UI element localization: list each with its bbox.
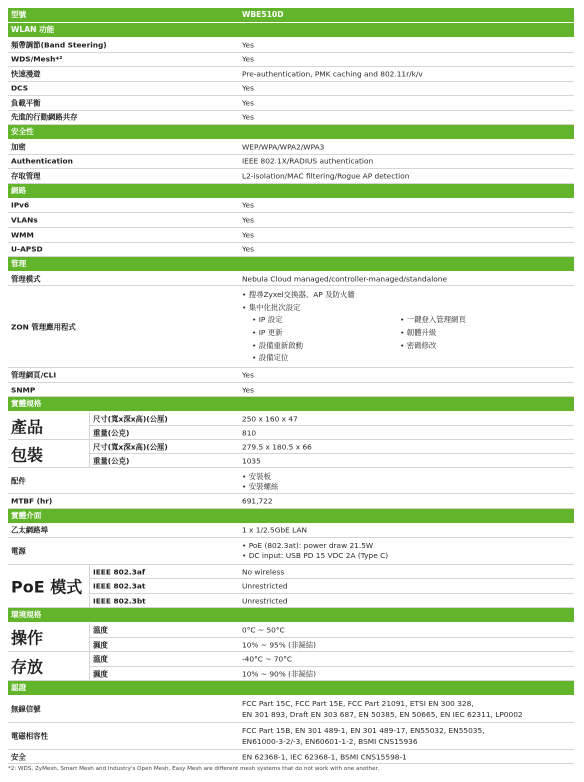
section-title: 實體規格 bbox=[11, 399, 42, 409]
section-header bbox=[8, 8, 574, 22]
spec-sub-row bbox=[89, 667, 574, 682]
spec-value-line: • 一鍵登入管理網頁 bbox=[400, 315, 466, 325]
spec-row bbox=[8, 368, 574, 383]
spec-label: 加密 bbox=[11, 142, 26, 152]
spec-value: 0°C ~ 50°C bbox=[242, 625, 285, 635]
spec-value: 279.5 x 180.5 x 66 bbox=[242, 442, 312, 452]
spec-row bbox=[8, 494, 574, 509]
spec-row bbox=[8, 750, 574, 764]
spec-value-line: • 韌體升級 bbox=[400, 328, 437, 338]
spec-value: Yes bbox=[242, 112, 254, 122]
spec-row bbox=[8, 228, 574, 243]
sub-label: 重量(公克) bbox=[93, 456, 130, 466]
spec-row bbox=[8, 169, 574, 184]
spec-row bbox=[8, 53, 574, 68]
spec-value-line: • DC input: USB PD 15 VDC 2A (Type C) bbox=[242, 551, 389, 561]
spec-value-line: • 集中化批次設定 bbox=[242, 302, 301, 312]
section-title: 網路 bbox=[11, 185, 27, 195]
spec-value-line: FCC Part 15C, FCC Part 15E, FCC Part 21091, ETSI EN 300 328, bbox=[242, 699, 474, 709]
spec-value: Yes bbox=[242, 370, 254, 380]
spec-label: U-APSD bbox=[11, 244, 43, 254]
section-title: 安全性 bbox=[11, 127, 34, 136]
spec-value-line: • PoE (802.3at): power draw 21.5W bbox=[242, 540, 374, 550]
spec-label: 安全 bbox=[11, 752, 26, 762]
spec-sub-row bbox=[89, 412, 574, 426]
spec-row bbox=[8, 38, 574, 53]
spec-label: 負載平衡 bbox=[11, 98, 41, 108]
spec-value-line: • 設備定位 bbox=[252, 353, 289, 363]
section-header bbox=[8, 257, 574, 271]
group-label-cell bbox=[8, 623, 89, 652]
spec-label: DCS bbox=[11, 83, 29, 93]
spec-value: 1035 bbox=[242, 456, 261, 466]
sub-label: IEEE 802.3at bbox=[93, 581, 146, 591]
spec-row bbox=[8, 538, 574, 565]
spec-sub-row bbox=[89, 652, 574, 667]
group-label: PoE 模式 bbox=[11, 577, 83, 597]
spec-label: IPv6 bbox=[11, 200, 30, 210]
spec-sub-row bbox=[89, 440, 574, 454]
spec-value-line: • 搜尋Zyxel交換器、AP 及防火牆 bbox=[242, 290, 355, 300]
section-header bbox=[8, 125, 574, 139]
spec-value: 810 bbox=[242, 428, 257, 438]
spec-row bbox=[8, 213, 574, 228]
spec-label: MTBF (hr) bbox=[11, 496, 53, 506]
spec-label: 管理網頁/CLI bbox=[11, 370, 57, 380]
spec-value-line: • IP 更新 bbox=[252, 328, 283, 338]
section-header bbox=[8, 184, 574, 198]
spec-label: 先進的行動網路共存 bbox=[11, 112, 78, 122]
spec-sub-row bbox=[89, 594, 574, 609]
section-title: 認證 bbox=[11, 683, 27, 693]
section-header bbox=[8, 397, 574, 411]
spec-value: Yes bbox=[242, 83, 254, 93]
spec-value: 250 x 160 x 47 bbox=[242, 414, 298, 424]
spec-sub-row bbox=[89, 579, 574, 594]
sub-label: 濕度 bbox=[93, 640, 108, 650]
group-label-cell bbox=[8, 412, 89, 440]
section-title: 環境規格 bbox=[11, 610, 42, 620]
spec-value: 691,722 bbox=[242, 496, 273, 506]
spec-label: WMM bbox=[11, 230, 34, 240]
spec-label: 快速漫遊 bbox=[11, 69, 41, 79]
spec-value: Yes bbox=[242, 54, 254, 64]
section-header bbox=[8, 681, 574, 695]
spec-label: 頻帶調節(Band Steering) bbox=[11, 40, 107, 50]
spec-value-line: EN61000-3-2/-3, EN60601-1-2, BSMI CNS15936 bbox=[242, 736, 418, 746]
group-label: 包裝 bbox=[11, 445, 44, 465]
footnote: *2: WDS, ZyMesh, Smart Mesh and Industry's Open Mesh, Easy Mesh are different mesh systems that do not work with one another. bbox=[8, 766, 380, 772]
spec-row bbox=[8, 696, 574, 723]
spec-value: Unrestricted bbox=[242, 581, 288, 591]
spec-sub-row bbox=[89, 623, 574, 638]
spec-label: 電源 bbox=[11, 546, 26, 556]
spec-row bbox=[8, 723, 574, 750]
spec-value-line: • 設備重新啟動 bbox=[252, 340, 304, 350]
spec-value: 1 x 1/2.5GbE LAN bbox=[242, 525, 308, 535]
spec-row bbox=[8, 140, 574, 155]
spec-value: EN 62368-1, IEC 62368-1, BSMI CNS15598-1 bbox=[242, 752, 407, 762]
section-title: WLAN 功能 bbox=[11, 25, 55, 34]
group-label: 存放 bbox=[11, 657, 44, 677]
sub-label: IEEE 802.3af bbox=[93, 567, 146, 577]
sub-label: IEEE 802.3bt bbox=[93, 596, 146, 606]
spec-row bbox=[8, 524, 574, 538]
spec-value: IEEE 802.1X/RADIUS authentication bbox=[242, 156, 374, 166]
spec-value: -40°C ~ 70°C bbox=[242, 654, 293, 664]
group-label-cell bbox=[8, 565, 89, 609]
spec-value: No wireless bbox=[242, 567, 285, 577]
spec-label: 無線信號 bbox=[11, 704, 41, 714]
spec-row bbox=[8, 67, 574, 82]
spec-row bbox=[8, 383, 574, 398]
spec-value-line: • 安裝螺絲 bbox=[242, 482, 279, 492]
spec-value: Yes bbox=[242, 200, 254, 210]
sub-label: 尺寸(寬x深x高)(公厘) bbox=[93, 414, 168, 424]
spec-row bbox=[8, 286, 574, 368]
sub-label: 尺寸(寬x深x高)(公厘) bbox=[93, 442, 168, 452]
section-header bbox=[8, 23, 574, 37]
section-header bbox=[8, 608, 574, 622]
section-title: 實體介面 bbox=[11, 510, 42, 520]
spec-value: 10% ~ 95% (非凝結) bbox=[242, 640, 317, 650]
sub-label: 溫度 bbox=[93, 625, 108, 635]
spec-value-line: • 安裝板 bbox=[242, 471, 271, 481]
spec-row bbox=[8, 111, 574, 126]
spec-sub-row bbox=[89, 454, 574, 468]
spec-sub-row bbox=[89, 426, 574, 440]
spec-sub-row bbox=[89, 565, 574, 580]
spec-label: 管理模式 bbox=[11, 274, 41, 284]
spec-value: WEP/WPA/WPA2/WPA3 bbox=[242, 142, 325, 152]
spec-label: WDS/Mesh*² bbox=[11, 54, 63, 64]
group-label-cell bbox=[8, 440, 89, 468]
spec-value: Yes bbox=[242, 230, 254, 240]
section-header bbox=[8, 509, 574, 523]
spec-label: 乙太網路埠 bbox=[11, 525, 48, 535]
spec-row bbox=[8, 468, 574, 494]
spec-value-line: • 密碼修改 bbox=[400, 341, 437, 351]
spec-value: Unrestricted bbox=[242, 596, 288, 606]
spec-value-line: • IP 設定 bbox=[252, 315, 283, 325]
spec-value: Yes bbox=[242, 40, 254, 50]
spec-label: 配件 bbox=[11, 476, 26, 486]
spec-value-line: EN 301 893, Draft EN 303 687, EN 50385, EN 50665, EN IEC 62311, LP0002 bbox=[242, 709, 523, 719]
spec-row bbox=[8, 155, 574, 170]
section-title: 管理 bbox=[11, 259, 27, 269]
spec-value-line: FCC Part 15B, EN 301 489-1, EN 301 489-17, EN55032, EN55035, bbox=[242, 726, 485, 736]
spec-label: VLANs bbox=[11, 215, 38, 225]
spec-value: Yes bbox=[242, 385, 254, 395]
spec-row bbox=[8, 243, 574, 258]
spec-value: Nebula Cloud managed/controller-managed/standalone bbox=[242, 274, 448, 284]
spec-row bbox=[8, 272, 574, 286]
spec-label: ZON 管理應用程式 bbox=[11, 322, 76, 332]
group-label: 產品 bbox=[11, 417, 44, 437]
spec-label: 存取管理 bbox=[11, 171, 41, 181]
spec-value: Yes bbox=[242, 98, 254, 108]
spec-row bbox=[8, 96, 574, 111]
sub-label: 重量(公克) bbox=[93, 428, 130, 438]
sub-label: 濕度 bbox=[93, 669, 108, 679]
spec-row bbox=[8, 82, 574, 97]
model-name: WBE510D bbox=[242, 10, 284, 19]
group-label-cell bbox=[8, 652, 89, 681]
spec-value: 10% ~ 90% (非凝結) bbox=[242, 669, 317, 679]
section-title: 型號 bbox=[11, 10, 27, 19]
group-label: 操作 bbox=[11, 628, 44, 648]
sub-label: 溫度 bbox=[93, 654, 108, 664]
spec-label: 電磁相容性 bbox=[11, 731, 48, 741]
spec-label: Authentication bbox=[11, 156, 73, 166]
spec-value: Yes bbox=[242, 215, 254, 225]
spec-value: L2-isolation/MAC filtering/Rogue AP detection bbox=[242, 171, 410, 181]
spec-row bbox=[8, 199, 574, 214]
spec-value: Pre-authentication, PMK caching and 802.11r/k/v bbox=[242, 69, 423, 79]
spec-sub-row bbox=[89, 638, 574, 653]
spec-value: Yes bbox=[242, 244, 254, 254]
spec-label: SNMP bbox=[11, 385, 36, 395]
